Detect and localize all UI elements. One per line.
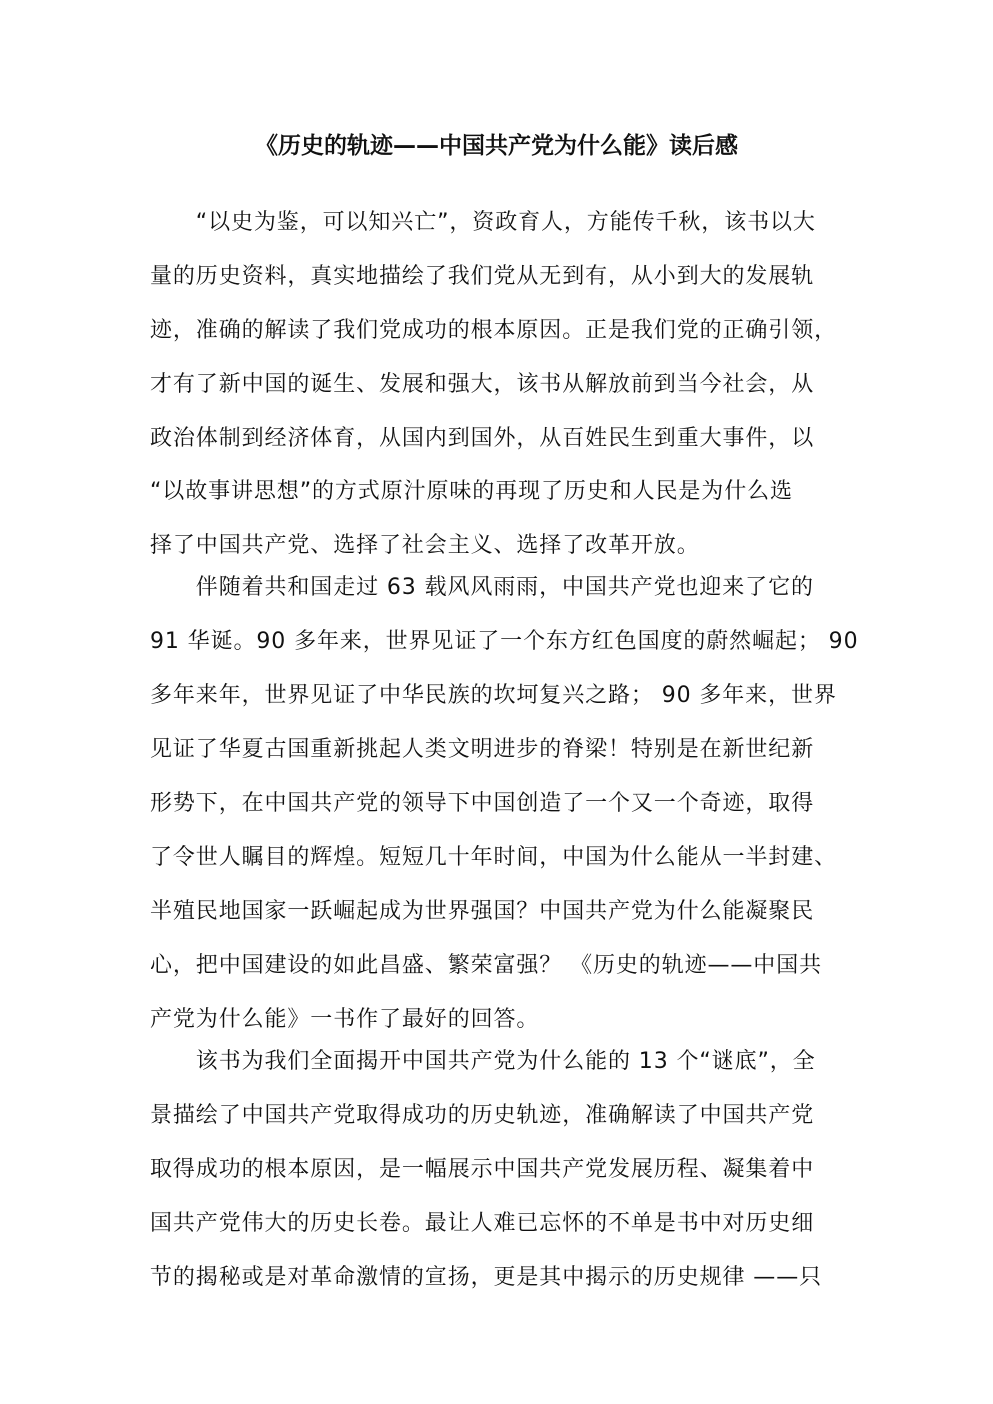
text-line: 取得成功的根本原因，是一幅展示中国共产党发展历程、凝集着中 [150,1157,815,1182]
text-line: 政治体制到经济体育，从国内到国外，从百姓民生到重大事件，以 [150,426,815,451]
text-line: 形势下，在中国共产党的领导下中国创造了一个又一个奇迹，取得 [150,791,815,816]
text-line: 产党为什么能》一书作了最好的回答。 [150,1007,540,1032]
text-line: 了令世人瞩目的辉煌。短短几十年时间，中国为什么能从一半封建、 [150,845,838,870]
text-line: 择了中国共产党、选择了社会主义、选择了改革开放。 [150,533,700,558]
text-line: 多年来年，世界见证了中华民族的坎坷复兴之路； 90 多年来，世界 [150,683,837,708]
text-line: 见证了华夏古国重新挑起人类文明进步的脊梁！特别是在新世纪新 [150,737,815,762]
text-line: 91 华诞。90 多年来，世界见证了一个东方红色国度的蔚然崛起； 90 [150,629,859,654]
text-line: 国共产党伟大的历史长卷。最让人难已忘怀的不单是书中对历史细 [150,1211,815,1236]
text-line: 迹，准确的解读了我们党成功的根本原因。正是我们党的正确引领， [150,318,838,343]
text-line: 该书为我们全面揭开中国共产党为什么能的 13 个“谜底”，全 [150,1049,816,1074]
text-line: 心，把中国建设的如此昌盛、繁荣富强？ 《历史的轨迹——中国共 [150,953,822,978]
text-line: 半殖民地国家一跃崛起成为世界强国？中国共产党为什么能凝聚民 [150,899,815,924]
text-line: “以史为鉴，可以知兴亡”，资政育人，方能传千秋，该书以大 [150,210,816,235]
text-line: 节的揭秘或是对革命激情的宣扬，更是其中揭示的历史规律 ——只 [150,1265,822,1290]
text-line: “以故事讲思想”的方式原汁原味的再现了历史和人民是为什么选 [150,479,793,504]
document-title: 《历史的轨迹——中国共产党为什么能》读后感 [255,133,738,159]
text-line: 才有了新中国的诞生、发展和强大，该书从解放前到当今社会，从 [150,372,815,397]
text-line: 景描绘了中国共产党取得成功的历史轨迹，准确解读了中国共产党 [150,1103,815,1128]
text-line: 量的历史资料，真实地描绘了我们党从无到有，从小到大的发展轨 [150,264,815,289]
text-line: 伴随着共和国走过 63 载风风雨雨，中国共产党也迎来了它的 [150,575,814,600]
